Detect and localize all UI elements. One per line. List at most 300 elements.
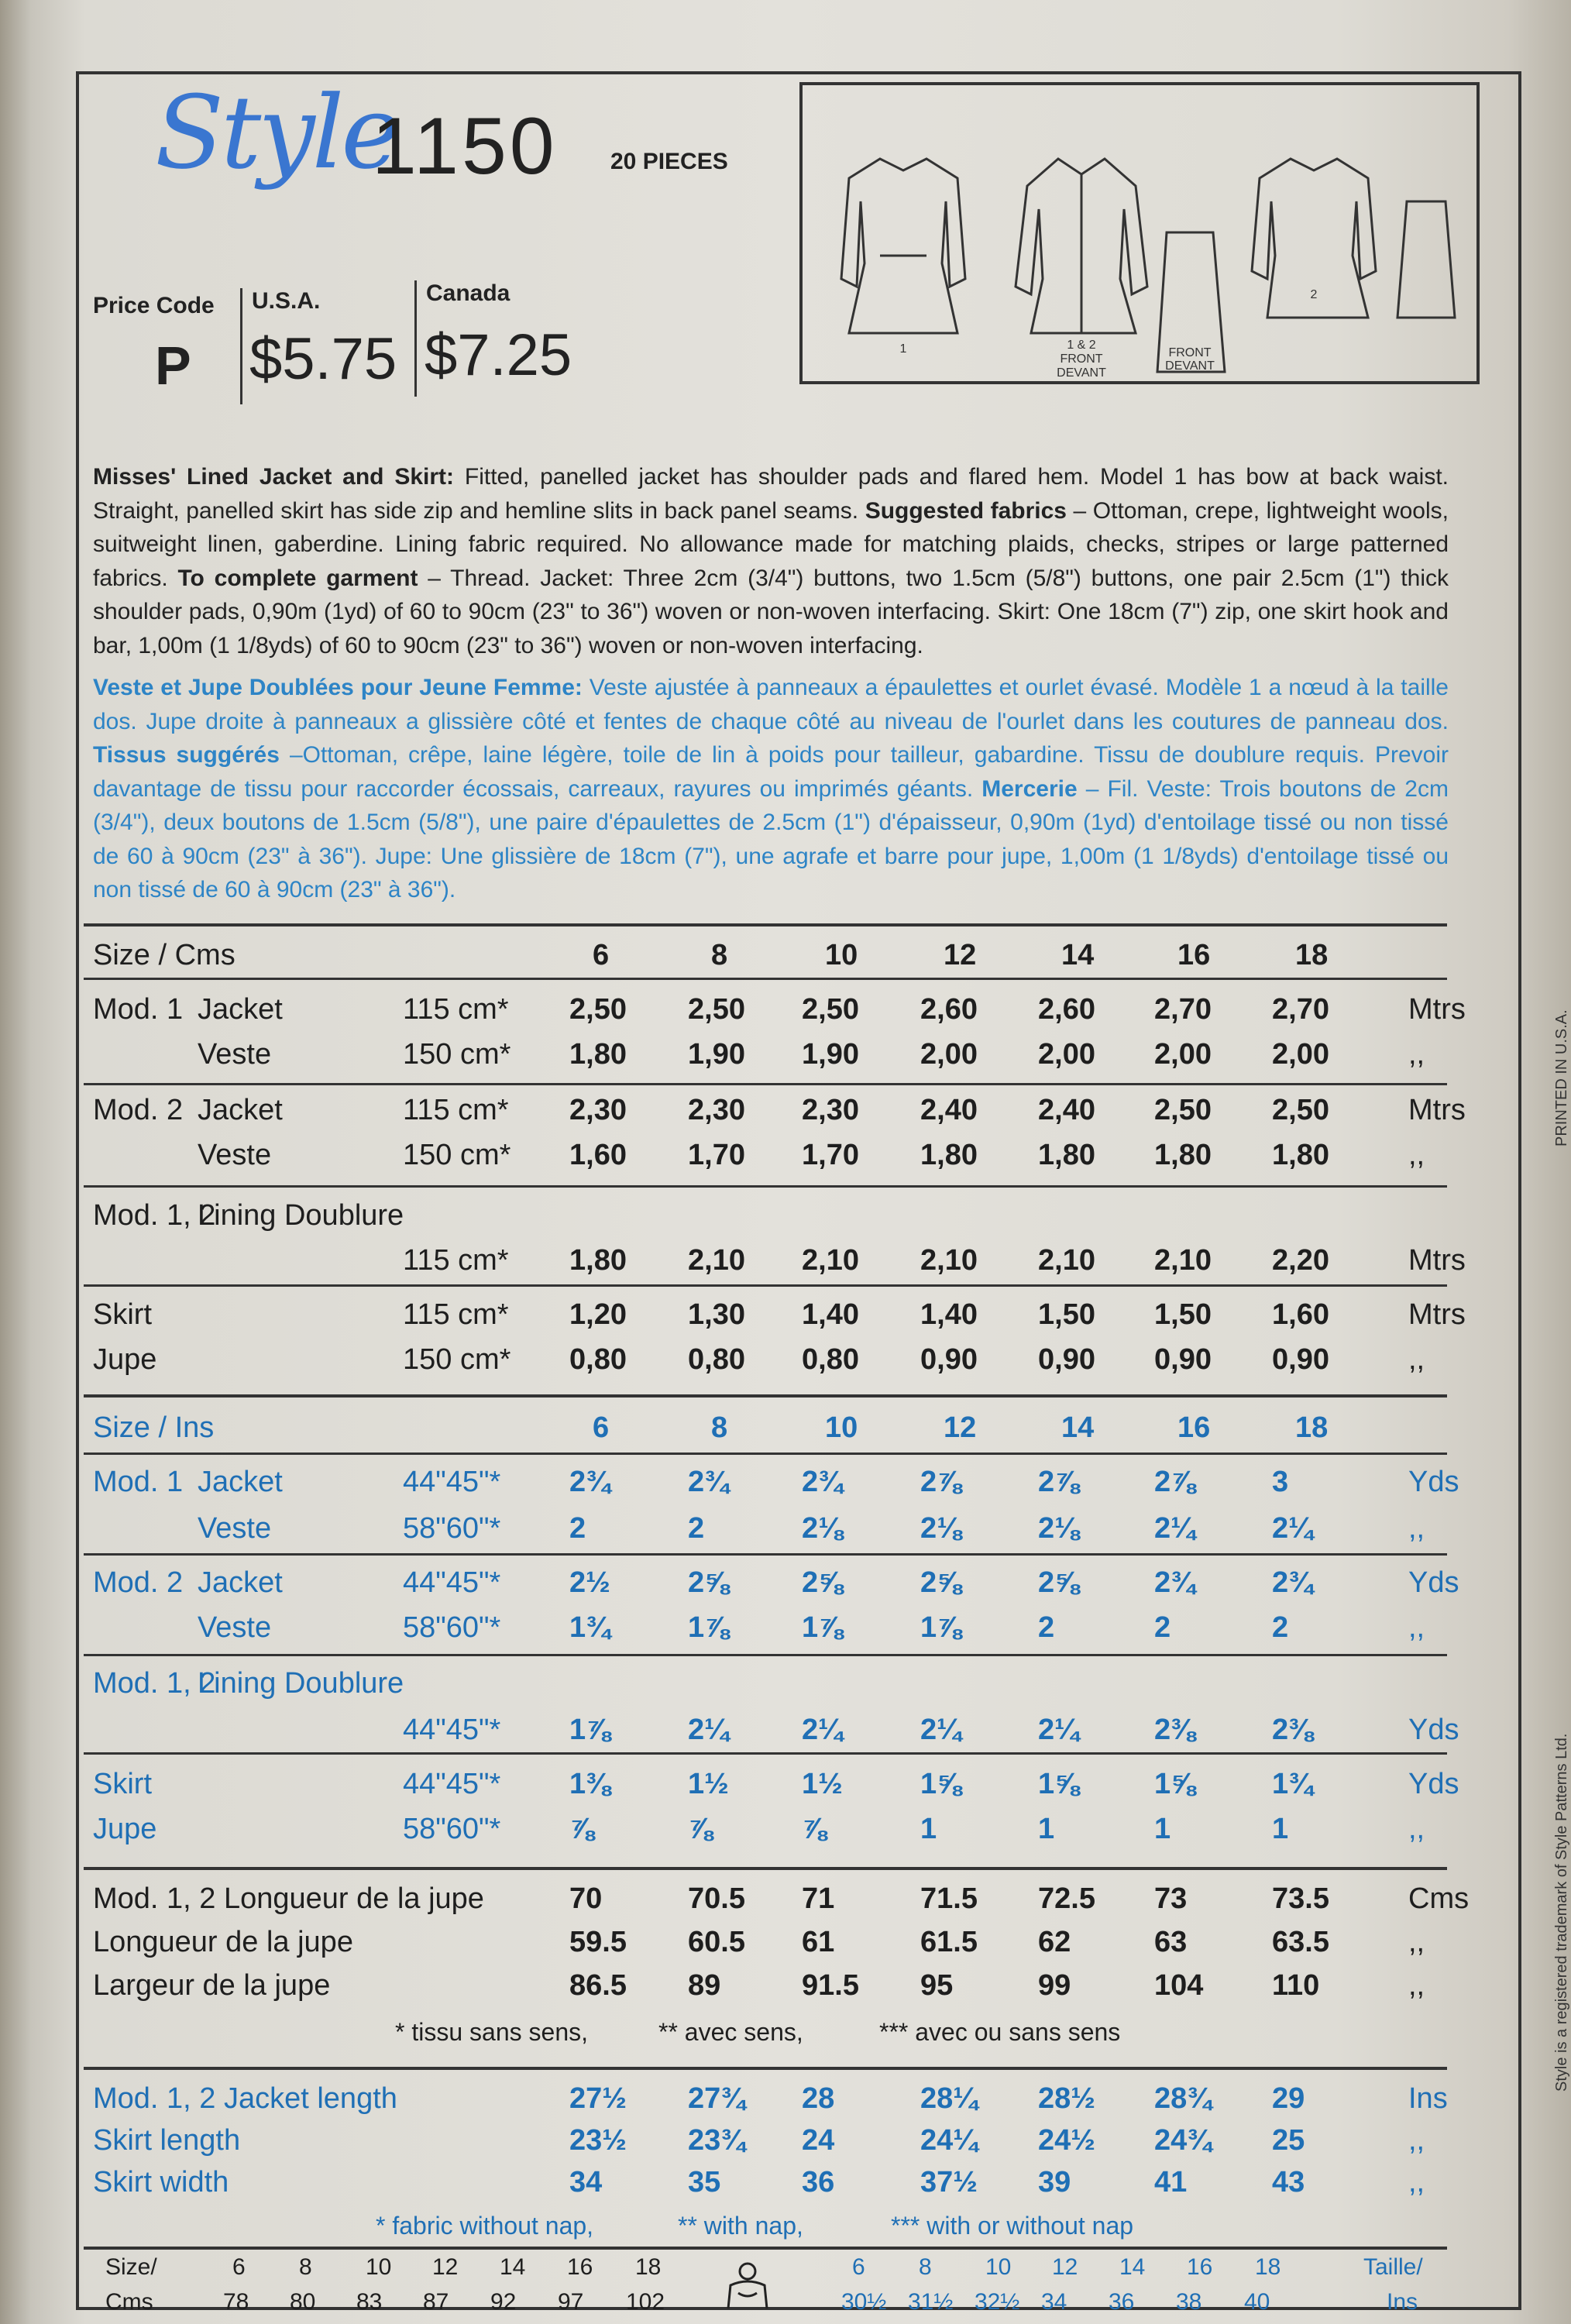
finished_in-row-value: 25	[1272, 2124, 1305, 2157]
imperial-row-value: 1⅜	[569, 1768, 610, 1800]
metric-row-garment: Veste	[198, 1038, 272, 1071]
skirt-back-sketch	[1397, 201, 1455, 318]
body-ins-value: 32½	[975, 2289, 1020, 2315]
price-code: P	[155, 335, 191, 396]
body-cms-value: 83	[356, 2289, 383, 2315]
metric-row-value: 2,00	[1038, 1038, 1095, 1071]
metric-row-value: 2,10	[1038, 1244, 1095, 1277]
imperial-row-garment: Jacket	[198, 1566, 283, 1599]
imperial-size-8: 8	[711, 1411, 728, 1444]
finished_cm-row-value: 71.5	[920, 1882, 978, 1915]
metric-row-value: 2,40	[920, 1094, 978, 1126]
body-size-left: 8	[299, 2254, 312, 2280]
imperial-row-value: 1¾	[1272, 1768, 1313, 1800]
metric-size-10: 10	[825, 939, 858, 971]
metric-row-value: 2,30	[569, 1094, 627, 1126]
finished_in-row-value: 28½	[1038, 2082, 1095, 2115]
imperial-row-value: 1⅞	[569, 1714, 610, 1746]
finished_cm-row-unit: ,,	[1408, 1969, 1425, 2002]
body-ins-value: 30½	[841, 2289, 887, 2315]
imperial-size-14: 14	[1061, 1411, 1095, 1444]
finished_cm-row-value: 91.5	[802, 1969, 859, 2002]
imperial-row-value: 2⅝	[1038, 1566, 1079, 1599]
metric-row-garment: Jacket	[198, 993, 283, 1026]
body-size-right: 12	[1052, 2254, 1078, 2280]
finished_cm-row-value: 89	[688, 1969, 721, 2002]
metric-row-value: 2,70	[1272, 993, 1329, 1026]
imperial-row-value: 1	[920, 1813, 937, 1845]
imperial-row-value: 2⅝	[920, 1566, 961, 1599]
body-cms-value: 80	[290, 2289, 316, 2315]
finished_cm-row-label: Mod. 1, 2 Longueur de la jupe	[93, 1882, 484, 1915]
description-french	[93, 671, 1449, 907]
finished_in-row-label: Skirt length	[93, 2124, 241, 2157]
imperial-row-value: 2¼	[920, 1714, 961, 1746]
finished_cm-row-value: 72.5	[1038, 1882, 1095, 1915]
metric-row-value: 1,30	[688, 1298, 745, 1331]
body-ins-label: Ins	[1387, 2289, 1418, 2315]
finished_in-row-value: 43	[1272, 2166, 1305, 2199]
desc-en-complete-label: To complete garment	[177, 565, 418, 591]
metric-size-header: Size / Cms	[93, 939, 235, 971]
metric-row-value: 1,90	[688, 1038, 745, 1071]
finished_in-row-value: 27¾	[688, 2082, 745, 2115]
metric-size-12: 12	[944, 939, 977, 971]
finished_in-footnote: *** with or without nap	[891, 2212, 1134, 2240]
metric-row-value: 1,70	[688, 1139, 745, 1171]
body-cms-value: 87	[423, 2289, 449, 2315]
finished_cm-row-value: 95	[920, 1969, 954, 2002]
trademark-note: Style is a registered trademark of Style Patterns Ltd.	[1553, 1733, 1570, 2092]
metric-row-value: 2,10	[688, 1244, 745, 1277]
imperial-row-value: 1½	[802, 1768, 843, 1800]
illus-devant-2: DEVANT	[1165, 359, 1215, 373]
imperial-row-value: 2	[688, 1512, 705, 1545]
metric-row-value: 1,80	[920, 1139, 978, 1171]
imperial-row-value: 1	[1272, 1813, 1289, 1845]
imperial-row-value: 1⅝	[1038, 1768, 1079, 1800]
body-cms-label: Cms	[105, 2289, 153, 2315]
finished_cm-row-label: Longueur de la jupe	[93, 1926, 353, 1958]
finished_in-row-unit: Ins	[1408, 2082, 1448, 2115]
imperial-row-value: 2¾	[802, 1466, 843, 1498]
metric-row-width: 150 cm*	[403, 1139, 511, 1171]
price-divider	[240, 288, 242, 404]
finished_in-row-value: 27½	[569, 2082, 627, 2115]
finished_cm-row-value: 59.5	[569, 1926, 627, 1958]
table-rule	[84, 978, 1447, 980]
imperial-row-value: 2¾	[688, 1466, 729, 1498]
metric-row-value: 2,50	[569, 993, 627, 1026]
desc-en-text2: – Ottoman, crepe, lightweight wools, suitweight linen, gaberdine. Lining fabric required. No allowance made for matching plaids, checks, stripes or large patterned fabrics.	[93, 497, 1449, 591]
metric-row-width: 115 cm*	[403, 993, 509, 1026]
imperial-row-garment: Veste	[198, 1611, 272, 1644]
body-size-right: 16	[1187, 2254, 1213, 2280]
finished_in-footnote: * fabric without nap,	[376, 2212, 594, 2240]
imperial-row-value: 1	[1154, 1813, 1171, 1845]
imperial-row-value: 2½	[569, 1566, 610, 1599]
body-cms-value: 97	[558, 2289, 584, 2315]
metric-row-value: 1,50	[1038, 1298, 1095, 1331]
imperial-row-garment: Veste	[198, 1512, 272, 1545]
body-size-left: 18	[635, 2254, 662, 2280]
finished_cm-row-value: 70.5	[688, 1882, 745, 1915]
metric-row-value: 2,10	[920, 1244, 978, 1277]
imperial-row-value: 2¼	[1272, 1512, 1313, 1545]
imperial-row-value: 3	[1272, 1466, 1289, 1498]
imperial-row-value: 1⅞	[688, 1611, 729, 1644]
imperial-row-unit: ,,	[1408, 1813, 1425, 1845]
imperial-row-value: 2⅛	[802, 1512, 843, 1545]
finished_in-row-value: 41	[1154, 2166, 1188, 2199]
finished_cm-row-value: 70	[569, 1882, 603, 1915]
body-figure-icon	[717, 2262, 779, 2309]
imperial-row-value: 1⅞	[920, 1611, 961, 1644]
metric-row-unit: ,,	[1408, 1038, 1425, 1071]
price-code-label: Price Code	[93, 293, 215, 318]
finished_cm-row-value: 63.5	[1272, 1926, 1329, 1958]
imperial-row-unit: ,,	[1408, 1611, 1425, 1644]
metric-row-value: 2,70	[1154, 993, 1212, 1026]
imperial-size-header: Size / Ins	[93, 1411, 215, 1444]
table-rule	[84, 2067, 1447, 2070]
metric-row-value: 1,80	[569, 1038, 627, 1071]
metric-row-unit: ,,	[1408, 1139, 1425, 1171]
usa-price: $5.75	[249, 326, 397, 392]
illus-front-1: FRONT	[1060, 352, 1103, 366]
finished_in-row-label: Skirt width	[93, 2166, 229, 2199]
imperial-row-value: 2⅜	[1154, 1714, 1195, 1746]
finished_in-row-value: 37½	[920, 2166, 978, 2199]
imperial-row-model: Mod. 1, 2	[93, 1667, 216, 1700]
pieces-count: 20 PIECES	[610, 149, 728, 174]
imperial-row-unit: ,,	[1408, 1512, 1425, 1545]
body-size-right: 6	[852, 2254, 865, 2280]
imperial-row-model: Mod. 1	[93, 1466, 184, 1498]
finished_in-row-unit: ,,	[1408, 2166, 1425, 2199]
imperial-row-value: 1¾	[569, 1611, 610, 1644]
imperial-row-width: 58"60"*	[403, 1512, 501, 1545]
imperial-row-value: 2	[1272, 1611, 1289, 1644]
table-rule	[84, 2247, 1447, 2250]
imperial-row-width: 58"60"*	[403, 1611, 501, 1644]
metric-row-value: 2,50	[1154, 1094, 1212, 1126]
metric-row-value: 1,60	[1272, 1298, 1329, 1331]
metric-row-value: 2,20	[1272, 1244, 1329, 1277]
body-size-left: 10	[366, 2254, 392, 2280]
metric-row-value: 0,80	[802, 1343, 859, 1376]
metric-row-garment: Jacket	[198, 1094, 283, 1126]
body-cms-value: 102	[626, 2289, 665, 2315]
metric-row-value: 1,60	[569, 1139, 627, 1171]
finished_in-row-value: 23¾	[688, 2124, 745, 2157]
illus-front-2: FRONT	[1168, 346, 1212, 359]
desc-fr-title: Veste et Jupe Doublées pour Jeune Femme:	[93, 675, 583, 700]
finished_cm-row-value: 60.5	[688, 1926, 745, 1958]
metric-row-value: 0,90	[1038, 1343, 1095, 1376]
imperial-row-width: 44"45"*	[403, 1466, 501, 1498]
price-divider	[414, 280, 417, 397]
imperial-row-value: 2¾	[1272, 1566, 1313, 1599]
finished_in-row-value: 24½	[1038, 2124, 1095, 2157]
body-size-left: 6	[232, 2254, 246, 2280]
table-rule	[84, 1394, 1447, 1397]
finished_cm-row-unit: Cms	[1408, 1882, 1470, 1915]
body-size-left: 16	[567, 2254, 593, 2280]
metric-row-width: 115 cm*	[403, 1094, 509, 1126]
metric-row-unit: Mtrs	[1408, 1298, 1466, 1331]
finished_in-row-label: Mod. 1, 2 Jacket length	[93, 2082, 397, 2115]
metric-row-value: 1,80	[1154, 1139, 1212, 1171]
desc-en-title: Misses' Lined Jacket and Skirt:	[93, 464, 455, 490]
finished_in-row-unit: ,,	[1408, 2124, 1425, 2157]
style-logo: Style	[155, 74, 398, 191]
metric-row-width: 115 cm*	[403, 1244, 509, 1277]
metric-size-8: 8	[711, 939, 728, 971]
imperial-row-unit: Yds	[1408, 1466, 1459, 1498]
metric-row-value: 1,40	[802, 1298, 859, 1331]
desc-en-fabrics-label: Suggested fabrics	[865, 497, 1067, 524]
illus-devant-1: DEVANT	[1057, 366, 1106, 380]
metric-row-value: 1,80	[1272, 1139, 1329, 1171]
table-rule	[84, 1284, 1447, 1287]
metric-row-value: 2,50	[1272, 1094, 1329, 1126]
imperial-row-value: 2⅝	[688, 1566, 729, 1599]
imperial-row-value: 2⅝	[802, 1566, 843, 1599]
metric-row-value: 1,90	[802, 1038, 859, 1071]
printed-in-usa: PRINTED IN U.S.A.	[1553, 1009, 1570, 1147]
imperial-row-value: 2⅞	[920, 1466, 961, 1498]
finished_in-row-value: 39	[1038, 2166, 1071, 2199]
metric-row-value: 0,90	[1154, 1343, 1212, 1376]
finished_in-row-value: 28	[802, 2082, 835, 2115]
finished_cm-row-value: 99	[1038, 1969, 1071, 2002]
usa-label: U.S.A.	[252, 288, 321, 314]
metric-row-unit: Mtrs	[1408, 993, 1466, 1026]
finished_cm-row-value: 73.5	[1272, 1882, 1329, 1915]
finished_cm-row-label: Largeur de la jupe	[93, 1969, 331, 2002]
finished_cm-row-value: 110	[1272, 1969, 1320, 2002]
table-rule	[84, 1867, 1447, 1870]
imperial-row-model: Mod. 2	[93, 1566, 184, 1599]
imperial-row-value: 1⅞	[802, 1611, 843, 1644]
metric-row-unit: Mtrs	[1408, 1244, 1466, 1277]
metric-row-width: 115 cm*	[403, 1298, 509, 1331]
imperial-row-model: Skirt	[93, 1768, 152, 1800]
finished_cm-footnote: * tissu sans sens,	[395, 2018, 588, 2046]
finished_cm-row-value: 61.5	[920, 1926, 978, 1958]
imperial-row-width: 44"45"*	[403, 1566, 501, 1599]
imperial-row-unit: Yds	[1408, 1566, 1459, 1599]
metric-row-value: 1,70	[802, 1139, 859, 1171]
garment-illustration-box	[799, 82, 1480, 384]
imperial-row-garment: Jacket	[198, 1466, 283, 1498]
illus-label-2: 2	[1310, 288, 1318, 301]
body-taille-label: Taille/	[1363, 2254, 1423, 2280]
imperial-row-value: ⅞	[688, 1813, 713, 1845]
finished_in-row-value: 23½	[569, 2124, 627, 2157]
imperial-row-value: 2¼	[802, 1714, 843, 1746]
desc-fr-complete-label: Mercerie	[981, 775, 1078, 802]
finished_cm-footnote: *** avec ou sans sens	[879, 2018, 1121, 2046]
imperial-size-18: 18	[1295, 1411, 1329, 1444]
imperial-row-value: 2¼	[1154, 1512, 1195, 1545]
body-ins-value: 40	[1244, 2289, 1270, 2315]
imperial-row-value: 2	[1154, 1611, 1171, 1644]
desc-fr-text2: –Ottoman, crêpe, laine légère, toile de lin à poids pour tailleur, gabardine. Tissu de doublure requis. Prevoir davantage de tissu pour raccorder écossais, carreaux, rayures ou imprimés géants.	[93, 742, 1449, 802]
imperial-row-value: 1	[1038, 1813, 1055, 1845]
description-english	[93, 460, 1449, 662]
table-rule	[84, 1452, 1447, 1455]
imperial-row-value: 2¾	[1154, 1566, 1195, 1599]
finished_cm-row-value: 61	[802, 1926, 835, 1958]
body-ins-value: 38	[1176, 2289, 1202, 2315]
metric-row-unit: Mtrs	[1408, 1094, 1466, 1126]
imperial-size-10: 10	[825, 1411, 858, 1444]
imperial-size-6: 6	[593, 1411, 610, 1444]
finished_in-row-value: 35	[688, 2166, 721, 2199]
metric-row-value: 0,90	[1272, 1343, 1329, 1376]
metric-row-value: 0,80	[569, 1343, 627, 1376]
imperial-row-value: 2	[569, 1512, 586, 1545]
metric-row-value: 2,00	[1272, 1038, 1329, 1071]
metric-row-value: 1,80	[1038, 1139, 1095, 1171]
finished_cm-row-value: 73	[1154, 1882, 1188, 1915]
metric-row-value: 1,80	[569, 1244, 627, 1277]
body-size-right: 10	[985, 2254, 1012, 2280]
illus-label-1: 1	[899, 342, 907, 356]
body-ins-value: 31½	[908, 2289, 954, 2315]
finished_cm-row-value: 62	[1038, 1926, 1071, 1958]
metric-row-value: 2,30	[802, 1094, 859, 1126]
desc-en-text1: Fitted, panelled jacket has shoulder pads and flared hem. Model 1 has bow at back waist. Straight, panelled skirt has side zip and hemline slits in back panel seams.	[93, 464, 1449, 524]
metric-size-18: 18	[1295, 939, 1329, 971]
body-size-left: 14	[500, 2254, 526, 2280]
metric-row-value: 1,50	[1154, 1298, 1212, 1331]
imperial-row-value: ⅞	[569, 1813, 594, 1845]
imperial-row-value: ⅞	[802, 1813, 827, 1845]
metric-row-unit: ,,	[1408, 1343, 1425, 1376]
desc-fr-text3: – Fil. Veste: Trois boutons de 2cm (3/4"), deux boutons de 1.5cm (5/8"), une paire d'épaulettes de 2.5cm (1") d'épaisseur, 0,90m (1yd) d'entoilage tissé ou non tissé de 60 à 90cm (23" à 36"). Jupe: Une glissière de 18cm (7"), une agrafe et barre pour jupe, 1,00m (1 1/8yds) d'entoilage tissé ou non tissé de 60 à 90cm (23" à 36").	[93, 775, 1449, 902]
metric-row-value: 0,80	[688, 1343, 745, 1376]
metric-row-model: Mod. 1, 2	[93, 1199, 216, 1232]
metric-row-value: 2,00	[1154, 1038, 1212, 1071]
table-rule	[84, 1553, 1447, 1556]
metric-row-model: Skirt	[93, 1298, 152, 1331]
finished_in-row-value: 28¼	[920, 2082, 978, 2115]
metric-row-garment: Veste	[198, 1139, 272, 1171]
finished_in-row-value: 24¼	[920, 2124, 978, 2157]
desc-en-text3: – Thread. Jacket: Three 2cm (3/4") buttons, two 1.5cm (5/8") buttons, one pair 2.5cm (1") thick shoulder pads, 0,90m (1yd) of 60 to 90cm (23" to 36") woven or non-woven interfacing. Skirt: One 18cm (7") zip, one skirt hook and bar, 1,00m (1 1/8yds) of 60 to 90cm (23" to 36") woven or non-woven interfacing.	[93, 565, 1449, 658]
body-ins-value: 34	[1041, 2289, 1067, 2315]
garment-sketches	[803, 85, 1476, 381]
desc-fr-text1: Veste ajustée à panneaux a épaulettes et ourlet évasé. Modèle 1 a nœud à la taille dos. Jupe droite à panneaux a glissière côté et fentes de chaque côté au niveau de l'ourlet dans les coutures de panneau dos.	[93, 675, 1449, 734]
imperial-row-value: 2	[1038, 1611, 1055, 1644]
imperial-row-value: 2⅛	[1038, 1512, 1079, 1545]
imperial-row-width: 44"45"*	[403, 1714, 501, 1746]
finished_cm-row-unit: ,,	[1408, 1926, 1425, 1958]
desc-fr-fabrics-label: Tissus suggérés	[93, 742, 280, 768]
finished_in-row-value: 28¾	[1154, 2082, 1212, 2115]
imperial-row-value: 2⅞	[1154, 1466, 1195, 1498]
metric-row-value: 2,40	[1038, 1094, 1095, 1126]
canada-price: $7.25	[425, 322, 572, 388]
metric-row-value: 2,30	[688, 1094, 745, 1126]
metric-row-value: 2,60	[920, 993, 978, 1026]
finished_in-row-value: 29	[1272, 2082, 1305, 2115]
table-rule	[84, 923, 1447, 927]
imperial-row-value: 2⅜	[1272, 1714, 1313, 1746]
metric-row-value: 2,10	[1154, 1244, 1212, 1277]
pattern-number: 1150	[372, 101, 558, 191]
finished_cm-row-value: 104	[1154, 1969, 1204, 2002]
metric-row-width: 150 cm*	[403, 1343, 511, 1376]
finished_in-row-value: 34	[569, 2166, 603, 2199]
finished_cm-row-value: 63	[1154, 1926, 1188, 1958]
metric-size-6: 6	[593, 939, 610, 971]
illus-label-12: 1 & 2	[1067, 339, 1096, 352]
imperial-row-value: 1⅝	[1154, 1768, 1195, 1800]
finished_in-row-value: 24¾	[1154, 2124, 1212, 2157]
imperial-row-garment: Lining Doublure	[198, 1667, 404, 1700]
metric-size-16: 16	[1177, 939, 1211, 971]
imperial-size-12: 12	[944, 1411, 977, 1444]
body-size-left: 12	[432, 2254, 459, 2280]
imperial-row-value: 2⅛	[920, 1512, 961, 1545]
metric-row-value: 0,90	[920, 1343, 978, 1376]
imperial-row-value: 2¾	[569, 1466, 610, 1498]
finished_cm-footnote: ** avec sens,	[658, 2018, 803, 2046]
imperial-size-16: 16	[1177, 1411, 1211, 1444]
metric-row-model: Jupe	[93, 1343, 157, 1376]
body-size-right: 14	[1119, 2254, 1146, 2280]
finished_in-footnote: ** with nap,	[678, 2212, 803, 2240]
table-rule	[84, 1752, 1447, 1755]
imperial-row-unit: Yds	[1408, 1768, 1459, 1800]
imperial-row-value: 1½	[688, 1768, 729, 1800]
table-rule	[84, 1654, 1447, 1656]
metric-row-model: Mod. 1	[93, 993, 184, 1026]
body-ins-value: 36	[1109, 2289, 1135, 2315]
body-size-right: 18	[1255, 2254, 1281, 2280]
body-size-label: Size/	[105, 2254, 157, 2280]
finished_cm-row-value: 86.5	[569, 1969, 627, 2002]
metric-row-value: 2,60	[1038, 993, 1095, 1026]
metric-row-value: 1,20	[569, 1298, 627, 1331]
imperial-row-width: 58"60"*	[403, 1813, 501, 1845]
metric-row-value: 2,50	[802, 993, 859, 1026]
imperial-row-value: 2¼	[688, 1714, 729, 1746]
metric-row-model: Mod. 2	[93, 1094, 184, 1126]
imperial-row-model: Jupe	[93, 1813, 157, 1845]
canada-label: Canada	[426, 280, 510, 306]
metric-row-value: 2,00	[920, 1038, 978, 1071]
metric-row-value: 2,50	[688, 993, 745, 1026]
finished_cm-row-value: 71	[802, 1882, 835, 1915]
metric-size-14: 14	[1061, 939, 1095, 971]
imperial-row-value: 2⅞	[1038, 1466, 1079, 1498]
table-rule	[84, 1185, 1447, 1188]
imperial-row-value: 1⅝	[920, 1768, 961, 1800]
table-rule	[84, 1083, 1447, 1085]
finished_in-row-value: 24	[802, 2124, 835, 2157]
body-cms-value: 78	[223, 2289, 249, 2315]
metric-row-value: 2,10	[802, 1244, 859, 1277]
metric-row-width: 150 cm*	[403, 1038, 511, 1071]
imperial-row-unit: Yds	[1408, 1714, 1459, 1746]
body-size-right: 8	[919, 2254, 932, 2280]
finished_in-row-value: 36	[802, 2166, 835, 2199]
